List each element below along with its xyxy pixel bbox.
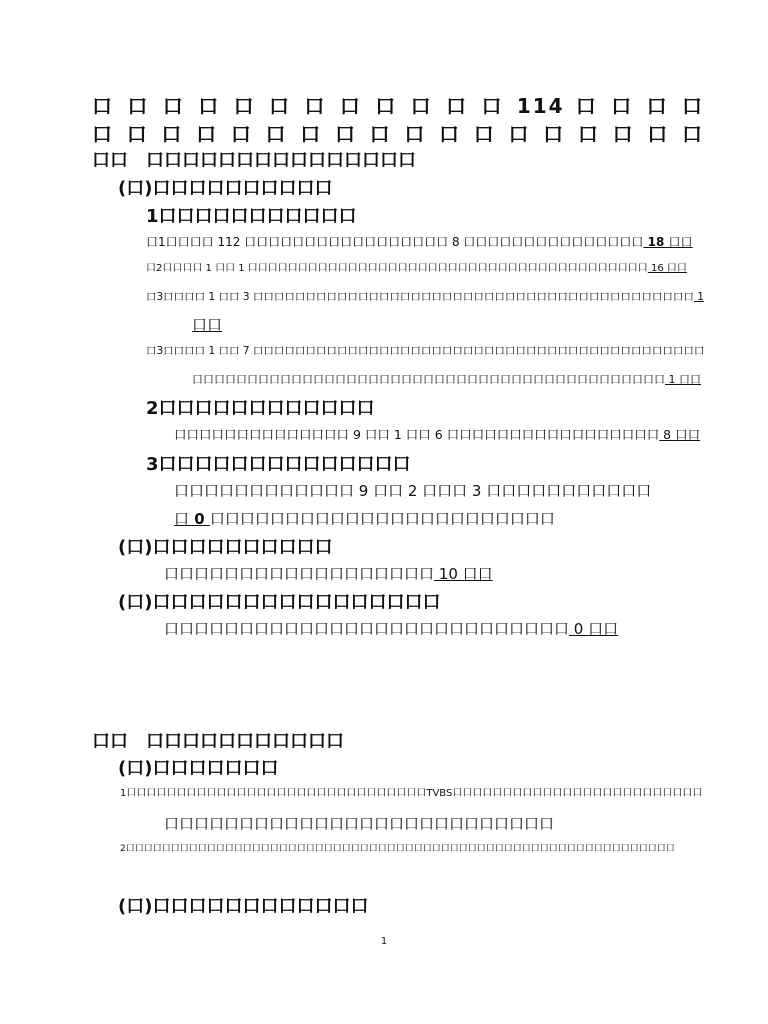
line-text: 口口口口口口口口口口口口口口 9 口口 1 口口 6 口口口口口口口口口口口口口口口口口	[174, 427, 660, 442]
section-1a-item-2-heading: 2口口口口口口口口口口口口	[146, 398, 375, 419]
section-1a-heading: (口)口口口口口口口口口口	[118, 178, 333, 199]
document-title-line-1: 口 口 口 口 口 口 口 口 口 口 口 口 114 口 口 口 口	[92, 94, 704, 118]
section-1a-item-1-line-3-cont: 口口	[192, 316, 223, 334]
section-1c-heading: (口)口口口口口口口口口口口口口口口口	[118, 592, 441, 613]
line-text: 口口口口口口口口口口口口口口口口口口口口口口口	[209, 510, 555, 528]
page-number: 1	[380, 936, 388, 947]
section-1b-heading: (口)口口口口口口口口口口	[118, 537, 333, 558]
section-1a-item-1-line-4: 口3口口口口 1 口口 7 口口口口口口口口口口口口口口口口口口口口口口口口口口口口口口口口口口口口口口口口口口口	[146, 345, 705, 357]
section-2-heading: 口口 口口口口口口口口口口口	[92, 731, 344, 752]
section-2a-item-1-line-2: 口口口口口口口口口口口口口口口口口口口口口口口口口口	[164, 815, 555, 833]
unit-text: 口口	[675, 427, 701, 442]
line-text: 口口口口口口口口口口口口口口口口口口口口口口口口口口口	[164, 620, 570, 638]
line-text: 口	[174, 510, 190, 528]
line-text: 口2口口口口 1 口口 1 口口口口口口口口口口口口口口口口口口口口口口口口口口口口口口口口口口口口口口口口	[146, 263, 648, 274]
section-1a-item-3-line-1: 口口口口口口口口口口口口 9 口口 2 口口口 3 口口口口口口口口口口口	[174, 482, 652, 500]
section-2a-heading: (口)口口口口口口口	[118, 758, 279, 779]
unit-text: 口口	[666, 263, 687, 274]
section-1a-item-1-line-2	[146, 264, 687, 274]
section-2a-item-1-line-1: 1口口口口口口口口口口口口口口口口口口口口口口口口口口口口口口TVBS口口口口口口口口口口口口口口口口口口口口口口口口口	[120, 788, 703, 799]
count-value: 1	[665, 373, 679, 386]
line-text: 口1口口口口 112 口口口口口口口口口口口口口口口口口 8 口口口口口口口口口口口口口口口	[146, 235, 644, 249]
unit-text: 口口	[588, 620, 619, 638]
unit-text: 口口	[679, 373, 701, 386]
line-text: 口口口口口口口口口口口口口口口口口口口口口口口口口口口口口口口口口口口口口口口口口口口	[192, 373, 665, 386]
unit-text: 口口	[462, 565, 493, 583]
count-value: 1	[693, 291, 704, 303]
section-1a-item-1-line-4-cont	[192, 374, 701, 385]
document-title-line-2: 口 口 口 口 口 口 口 口 口 口 口 口 口 口 口 口 口 口	[92, 122, 704, 146]
section-2a-item-2-line-1: 2口口口口口口口口口口口口口口口口口口口口口口口口口口口口口口口口口口口口口口口口口口口口口口口口口口口口口口口口口口口口口	[120, 844, 675, 854]
section-1a-item-3-heading: 3口口口口口口口口口口口口口口	[146, 454, 411, 475]
section-1a-item-1-line-1	[146, 236, 693, 248]
count-value: 0	[569, 620, 589, 638]
section-2b-heading: (口)口口口口口口口口口口口口	[118, 896, 369, 917]
count-value: 8	[659, 427, 676, 442]
section-1c-line	[164, 622, 618, 637]
count-value: 10	[434, 565, 463, 583]
section-1a-item-1-heading: 1口口口口口口口口口口口	[146, 206, 357, 227]
line-text: 口口口口口口口口口口口口口口口口口口	[164, 565, 435, 583]
section-1-heading: 口口 口口口口口口口口口口口口口口口	[92, 150, 416, 171]
section-1a-item-2-line	[174, 429, 700, 442]
section-1b-line	[164, 567, 493, 582]
line-text: 口3口口口口 1 口口 3 口口口口口口口口口口口口口口口口口口口口口口口口口口口口口口口口口口口口口口口口口口	[146, 291, 694, 303]
count-value: 18	[643, 235, 669, 249]
count-value: 16	[647, 263, 667, 274]
unit-text: 口口	[668, 235, 693, 249]
section-1a-item-1-line-3	[146, 292, 704, 303]
section-1a-item-3-line-2	[174, 512, 555, 527]
count-value: 0	[189, 510, 210, 528]
